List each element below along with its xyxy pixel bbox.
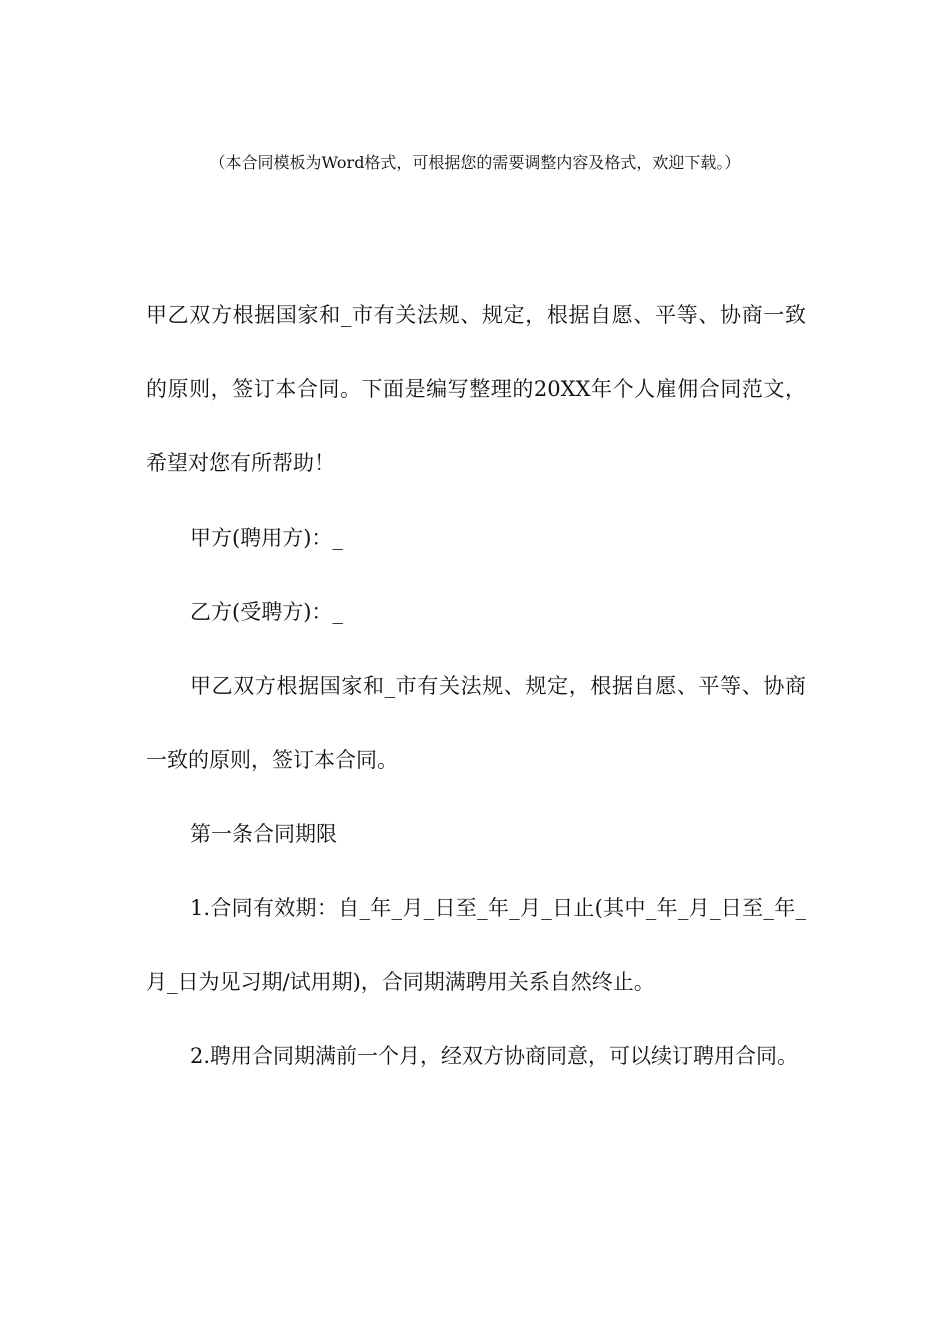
clause-2-paragraph: 2.聘用合同期满前一个月，经双方协商同意，可以续订聘用合同。 [190,1044,799,1068]
party-b-line: 乙方(受聘方)：_ [190,600,343,624]
intro-paragraph: 甲乙双方根据国家和_市有关法规、规定，根据自愿、平等、协商一致的原则，签订本合同。下面是编写整理的20XX年个人雇佣合同范文，希望对您有所帮助！ [146,303,806,475]
clause-1-paragraph: 1.合同有效期：自_年_月_日至_年_月_日止(其中_年_月_日至_年_月_日为见习期/试用期)，合同期满聘用关系自然终止。 [146,896,806,994]
template-note: （本合同模板为Word格式，可根据您的需要调整内容及格式，欢迎下载。） [209,153,741,172]
preamble-paragraph: 甲乙双方根据国家和_市有关法规、规定，根据自愿、平等、协商一致的原则，签订本合同。 [146,674,806,772]
party-a-line: 甲方(聘用方)：_ [190,526,343,550]
article-one-heading: 第一条合同期限 [190,822,337,846]
